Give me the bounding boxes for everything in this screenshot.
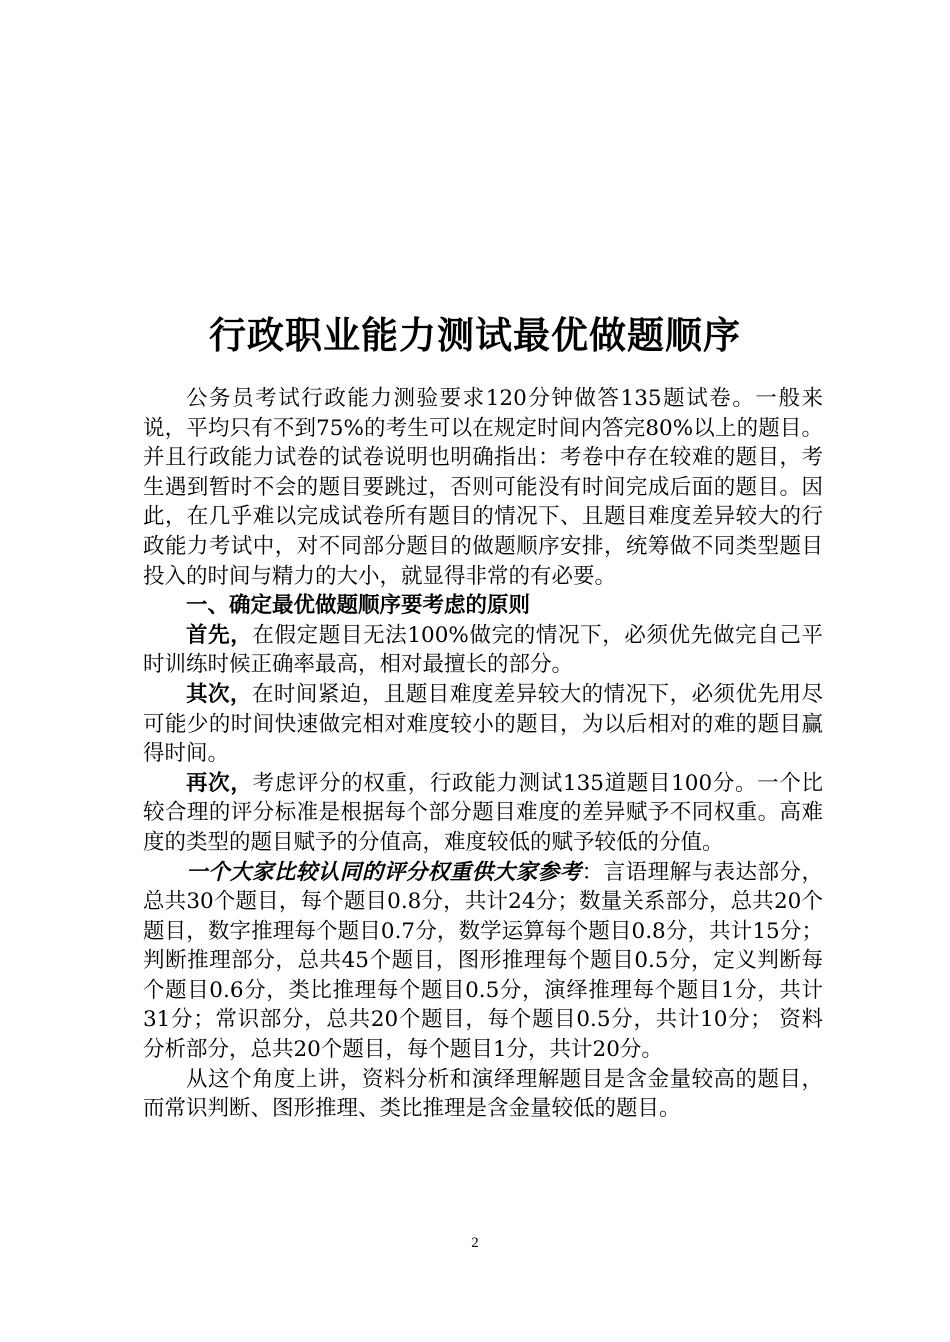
section-heading: 一、确定最优做题顺序要考虑的原则 bbox=[186, 593, 531, 619]
scoring-weights-lead: 一个大家比较认同的评分权重供大家参考 bbox=[186, 859, 582, 885]
scoring-weights-text: ：言语理解与表达部分，总共30个题目，每个题目0.8分，共计24分；数量关系部分，总共20个题目，数字推理每个题目0.7分，数学运算每个题目0.8分，共计15分；判断推理部分，总共45个题目，图形推理每个题目0.5分，定义判断每个题目0.6分，类比推理每个题目0.5分，演绎推理每个题目1分，共计31分；常识部分，总共20个题目，每个题目0.5分，共计10分； 资料分析部分，总共20个题目，每个题目1分，共计20分。 bbox=[143, 859, 823, 1063]
principle-second-lead: 其次， bbox=[186, 681, 252, 707]
principle-third-text: 考虑评分的权重，行政能力测试135道题目100分。一个比较合理的评分标准是根据每个部分题目难度的差异赋予不同权重。高难度的类型的题目赋予的分值高，难度较低的赋予较低的分值。 bbox=[143, 770, 823, 855]
document-title: 行政职业能力测试最优做题顺序 bbox=[209, 314, 741, 357]
principle-first-text: 在假定题目无法100%做完的情况下，必须优先做完自己平时训练时候正确率最高，相对最擅长的部分。 bbox=[143, 622, 823, 678]
principle-second-paragraph bbox=[143, 680, 823, 769]
scoring-weights-paragraph bbox=[143, 858, 823, 1065]
principle-first-lead: 首先， bbox=[186, 622, 253, 648]
principle-third-paragraph bbox=[143, 769, 823, 858]
document-body bbox=[143, 384, 823, 1124]
principle-second-text: 在时间紧迫，且题目难度差异较大的情况下，必须优先用尽可能少的时间快速做完相对难度较小的题目，为以后相对的难的题目赢得时间。 bbox=[143, 681, 823, 767]
intro-paragraph: 公务员考试行政能力测验要求120分钟做答135题试卷。一般来说，平均只有不到75%的考生可以在规定时间内答完80%以上的题目。并且行政能力试卷的试卷说明也明确指出：考卷中存在较难的题目，考生遇到暂时不会的题目要跳过，否则可能没有时间完成后面的题目。因此，在几乎难以完成试卷所有题目的情况下、且题目难度差异较大的行政能力考试中，对不同部分题目的做题顺序安排，统筹做不同类型题目投入的时间与精力的大小，就显得非常的有必要。 bbox=[143, 386, 823, 589]
page-number: 2 bbox=[471, 1235, 479, 1251]
principle-third-lead: 再次， bbox=[186, 770, 253, 796]
principle-first-paragraph bbox=[143, 621, 823, 680]
conclusion-paragraph: 从这个角度上讲，资料分析和演绎理解题目是含金量较高的题目，而常识判断、图形推理、类比推理是含金量较低的题目。 bbox=[143, 1066, 823, 1122]
